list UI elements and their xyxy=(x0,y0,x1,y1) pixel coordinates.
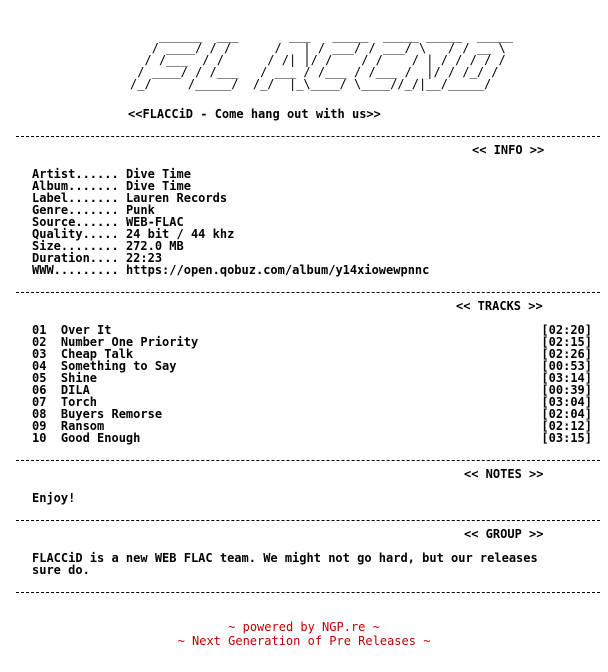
track-time: [02:20] xyxy=(541,323,592,337)
track-time: [03:15] xyxy=(541,431,592,445)
tracks-section-title: << TRACKS >> xyxy=(456,299,543,313)
info-value: https://open.qobuz.com/album/y14xiowewpnnc xyxy=(125,263,430,277)
track-number: 03 xyxy=(32,347,47,361)
info-key: Genre....... xyxy=(32,203,119,217)
info-key: Album....... xyxy=(32,179,119,193)
track-number: 08 xyxy=(32,407,47,421)
track-number: 06 xyxy=(32,383,47,397)
footer-tagline: ~ Next Generation of Pre Releases ~ xyxy=(177,634,431,648)
info-value: Lauren Records xyxy=(125,191,228,205)
track-time: [02:26] xyxy=(541,347,592,361)
track-title: Good Enough xyxy=(60,431,141,445)
track-number: 10 xyxy=(32,431,47,445)
track-title: Cheap Talk xyxy=(60,347,134,361)
logo-line: / /___ / / / /| |/ / / / / | / / / / / xyxy=(0,53,506,67)
track-time: [02:04] xyxy=(541,407,592,421)
track-title: Something to Say xyxy=(60,359,177,373)
divider xyxy=(16,292,600,293)
info-key: Duration.... xyxy=(32,251,119,265)
notes-section-title: << NOTES >> xyxy=(464,467,544,481)
divider xyxy=(16,520,600,521)
info-row xyxy=(32,264,429,276)
track-title: Ransom xyxy=(60,419,105,433)
divider xyxy=(16,460,600,461)
group-section-title: << GROUP >> xyxy=(464,527,544,541)
track-number: 04 xyxy=(32,359,47,373)
track-title: DILA xyxy=(60,383,90,397)
info-value: Punk xyxy=(125,203,155,217)
notes-text: Enjoy! xyxy=(32,491,76,505)
logo-line: / ____/ / / / | / ___/ / ___/ \ / / __ \ xyxy=(0,41,506,55)
track-number: 05 xyxy=(32,371,47,385)
group-text-line: sure do. xyxy=(32,563,90,577)
divider xyxy=(16,592,600,593)
info-section-title: << INFO >> xyxy=(472,143,545,157)
track-number: 01 xyxy=(32,323,47,337)
track-time: [00:39] xyxy=(541,383,592,397)
track-title: Buyers Remorse xyxy=(60,407,163,421)
track-row xyxy=(32,360,592,372)
info-value: WEB-FLAC xyxy=(125,215,184,229)
info-value: 24 bit / 44 khz xyxy=(125,227,235,241)
info-key: Source...... xyxy=(32,215,119,229)
info-key: WWW......... xyxy=(32,263,119,277)
track-number: 07 xyxy=(32,395,47,409)
info-key: Quality..... xyxy=(32,227,119,241)
divider xyxy=(16,136,600,137)
track-time: [03:14] xyxy=(541,371,592,385)
info-key: Artist...... xyxy=(32,167,119,181)
track-title: Torch xyxy=(60,395,98,409)
logo-line: /_/ /_____/ /_/ |_\____/ \____//_/|__/_____/ xyxy=(0,77,506,91)
logo-line: ______ ___ ___ _____ _____ _____ _____ xyxy=(0,29,521,43)
track-title: Shine xyxy=(60,371,98,385)
track-row xyxy=(32,384,592,396)
track-row xyxy=(32,408,592,420)
track-row xyxy=(32,432,592,444)
info-value: 272.0 MB xyxy=(125,239,184,253)
track-time: [02:15] xyxy=(541,335,592,349)
track-title: Number One Priority xyxy=(60,335,199,349)
group-text-line: FLACCiD is a new WEB FLAC team. We might not go hard, but our releases xyxy=(32,551,538,565)
info-value: 22:23 xyxy=(125,251,163,265)
footer-powered-by: ~ powered by NGP.re ~ xyxy=(228,620,380,634)
track-time: [03:04] xyxy=(541,395,592,409)
track-time: [02:12] xyxy=(541,419,592,433)
tagline: <<FLACCiD - Come hang out with us>> xyxy=(128,107,381,121)
track-number: 09 xyxy=(32,419,47,433)
info-key: Size........ xyxy=(32,239,119,253)
info-key: Label....... xyxy=(32,191,119,205)
track-number: 02 xyxy=(32,335,47,349)
track-title: Over It xyxy=(60,323,112,337)
info-value: Dive Time xyxy=(125,179,191,193)
track-row xyxy=(32,372,592,384)
track-time: [00:53] xyxy=(541,359,592,373)
logo-line: / ____/ / /___ / ___ / /___ / /___ / |/ / /_/ / xyxy=(0,65,506,79)
info-value: Dive Time xyxy=(125,167,191,181)
